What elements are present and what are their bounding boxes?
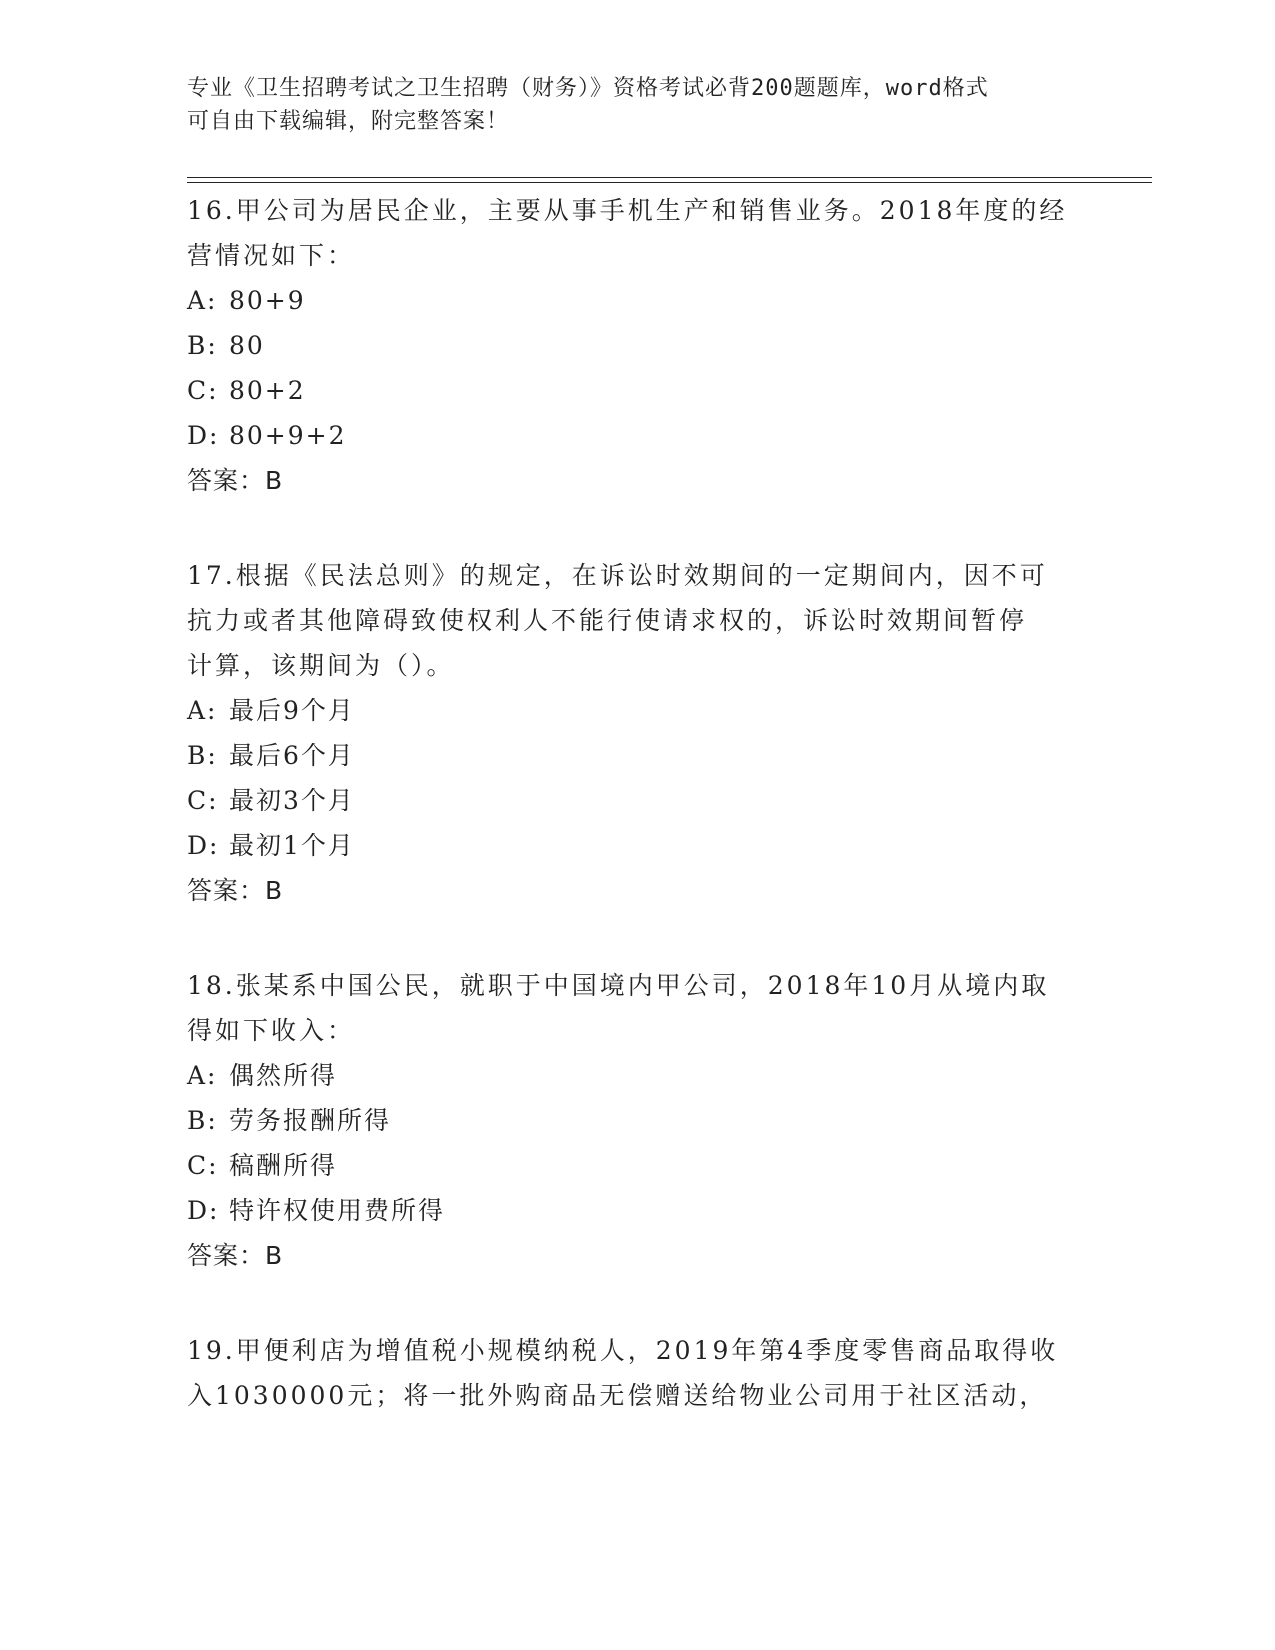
option-key: A:	[187, 286, 218, 315]
question-text-line: 营情况如下：	[187, 241, 356, 270]
option-b	[187, 323, 1087, 368]
answer-line: 答案：B	[187, 1241, 284, 1270]
question-text-line: 17.根据《民法总则》的规定，在诉讼时效期间的一定期间内，因不可	[187, 561, 1048, 590]
option-d	[187, 823, 1087, 868]
question-16	[187, 188, 1087, 503]
option-key: D:	[187, 421, 220, 450]
option-c	[187, 368, 1087, 413]
option-text: 最初3个月	[229, 786, 355, 815]
question-text-line: 19.甲便利店为增值税小规模纳税人，2019年第4季度零售商品取得收	[187, 1336, 1059, 1365]
option-key: B:	[187, 331, 218, 360]
option-key: B:	[187, 1106, 218, 1135]
question-list	[187, 188, 1087, 1468]
header-divider-bottom	[187, 182, 1152, 183]
option-b	[187, 1098, 1087, 1143]
option-text: 80+9	[229, 286, 306, 315]
question-17	[187, 553, 1087, 913]
answer-line: 答案：B	[187, 466, 284, 495]
question-18	[187, 963, 1087, 1278]
header-divider-top	[187, 177, 1152, 178]
option-b	[187, 733, 1087, 778]
option-c	[187, 1143, 1087, 1188]
header-line-2: 可自由下载编辑，附完整答案！	[187, 109, 510, 134]
option-key: A:	[187, 696, 218, 725]
question-text-line: 抗力或者其他障碍致使权利人不能行使请求权的，诉讼时效期间暂停	[187, 606, 1028, 635]
option-key: C:	[187, 376, 219, 405]
document-header	[187, 72, 1067, 138]
option-text: 劳务报酬所得	[229, 1106, 392, 1135]
option-text: 80+9+2	[229, 421, 347, 450]
question-19	[187, 1328, 1087, 1418]
option-text: 最初1个月	[229, 831, 355, 860]
option-text: 偶然所得	[229, 1061, 338, 1090]
option-text: 80+2	[229, 376, 306, 405]
option-key: D:	[187, 831, 220, 860]
option-text: 最后6个月	[229, 741, 355, 770]
question-text-line: 18.张某系中国公民，就职于中国境内甲公司，2018年10月从境内取	[187, 971, 1050, 1000]
option-key: A:	[187, 1061, 218, 1090]
question-text-line: 16.甲公司为居民企业，主要从事手机生产和销售业务。2018年度的经	[187, 196, 1068, 225]
question-text-line: 入1030000元；将一批外购商品无偿赠送给物业公司用于社区活动，	[187, 1381, 1048, 1410]
option-text: 特许权使用费所得	[229, 1196, 446, 1225]
option-key: D:	[187, 1196, 220, 1225]
option-d	[187, 1188, 1087, 1233]
option-a	[187, 1053, 1087, 1098]
option-key: C:	[187, 1151, 219, 1180]
question-text-line: 得如下收入：	[187, 1016, 356, 1045]
option-c	[187, 778, 1087, 823]
option-d	[187, 413, 1087, 458]
option-key: B:	[187, 741, 218, 770]
option-text: 稿酬所得	[229, 1151, 338, 1180]
option-a	[187, 688, 1087, 733]
option-text: 最后9个月	[229, 696, 355, 725]
option-key: C:	[187, 786, 219, 815]
question-text-line: 计算，该期间为（）。	[187, 651, 455, 680]
option-a	[187, 278, 1087, 323]
answer-line: 答案：B	[187, 876, 284, 905]
header-line-1: 专业《卫生招聘考试之卫生招聘（财务）》资格考试必背200题题库，word格式	[187, 76, 989, 101]
option-text: 80	[229, 331, 265, 360]
